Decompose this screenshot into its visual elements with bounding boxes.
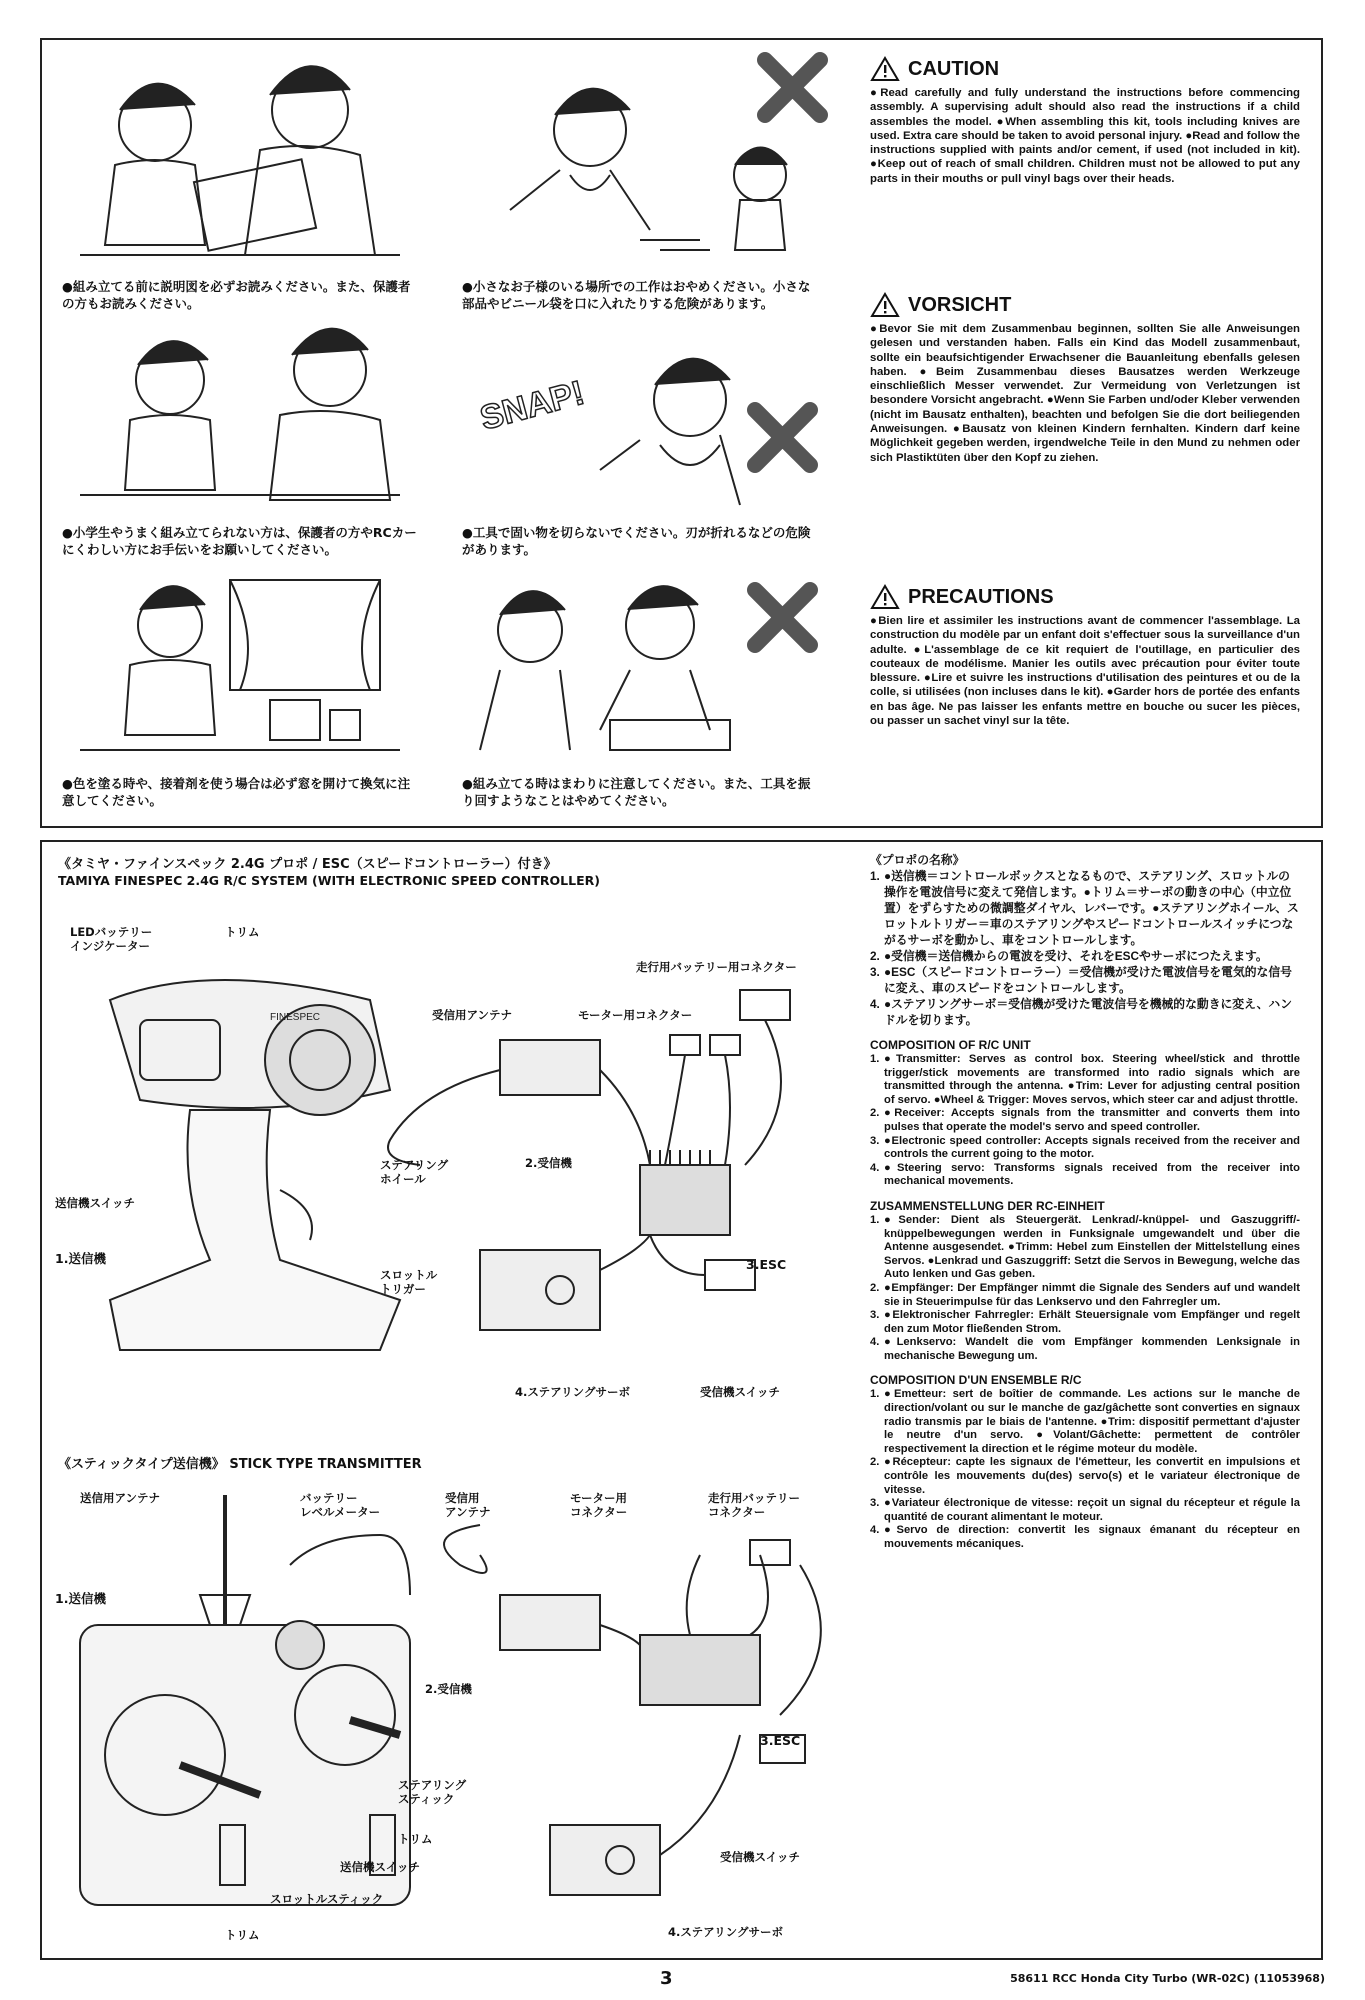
precautions-text: ●Bien lire et assimiler les instructions avant de commencer l'assemblage. La construction du modèle par un enfant doit s'effectuer sous la surveillance d'un adulte. ●L'assemblage de ce kit requiert de l'outillage, en particulier des couteaux de modélisme. Manier les outils avec précaution pour éviter toute blessure. ●Lire et suivre les instructions d'utilisation des peintures et ou de la colle, si utilisées (non incluses dans le kit). ●Garder hors de portée des enfants en bas âge. Ne pas laisser les enfants mettre en bouche ou sucer les pièces, ou passer un sachet vinyl sur la tête. [870,615,1300,728]
names-de-item: 4. ●Lenkservo: Wandelt die vom Empfänger kommenden Lenksignale in mechanische Bewegung um. [870,1336,1300,1362]
label-stick-esc: 3.ESC [760,1733,801,1748]
names-en-item: 3. ●Electronic speed controller: Accepts signals received from the receiver and controls the current going to the motor. [870,1134,1300,1161]
warning-triangle-icon [870,292,900,318]
names-jp-item: 2. ●受信機＝送信機からの電波を受け、それをESCやサーボにつたえます。 [870,949,1268,963]
stick-transmitter-diagram [60,1485,860,1945]
label-stick-rx-switch: 受信機スイッチ [720,1850,801,1864]
names-fr-item: 2. ●Récepteur: capte les signaux de l'émetteur, les convertit en impulsions et contrôle les mouvements du(des) servo(s) et le variateur électronique de vitesse. [870,1456,1300,1496]
label-rx-antenna: 受信用アンテナ [432,1008,513,1022]
label-stick-rx-antenna: 受信用 アンテナ [445,1491,491,1519]
illustration-adult-help [60,320,420,520]
names-en-item: 2. ●Receiver: Accepts signals from the transmitter and converts them into pulses that operate the model's servo and speed controller. [870,1107,1300,1133]
names-en-item: 1. ●Transmitter: Serves as control box. Steering wheel/stick and throttle trigger/stick movements are transformed into radio signals which are transmitted through the antenna. ●Trim: Lever for adjusting central position of servo. ●Wheel & Trigger: Moves servos, which steer car and adjust throttle. [870,1053,1300,1106]
vorsicht-text: ●Bevor Sie mit dem Zusammenbau beginnen, sollten Sie alle Anweisungen gelesen und verstanden haben. Falls ein Kind das Modell zusammenbaut, sollte ein beaufsichtigender Erwachsener die Bauanleitung ebenfalls gelesen haben. ●Beim Zusammenbau dieses Bausatzes werden Werkzeuge einschließlich Messer verwendet. Zur Vermeidung von Verletzungen ist besondere Vorsicht angebracht. ●Wenn Sie Farben und/oder Kleber verwenden (nicht im Bausatz enthalten), beachten und befolgen Sie die dort beiliegenden Anweisungen. ●Bausatz von kleinen Kindern fernhalten. Kindern darf keine Möglichkeit gegeben werden, irgendwelche Teile in den Mund zu nehmen oder sich Plastiktüten über den Kopf zu ziehen. [870,323,1300,464]
label-led-indicator: LEDバッテリー インジケーター [70,925,153,953]
names-fr-item: 1. ●Emetteur: sert de boîtier de commande. Les actions sur le manche de direction/volant ou sur le manche de gaz/gâchette sont converties en signaux radio transmis par le biais de l'antenne. ●Trim: dispositif permettant d'ajuster le neutre d'un servo. ●Volant/Gâchette: permettent de contrôler respectivement la direction et le régime moteur du modèle. [870,1388,1300,1455]
label-battery-connector: 走行用バッテリー用コネクター [636,960,797,974]
caption-cutting-hard: ●工具で固い物を切らないでください。刃が折れるなどの危険があります。 [462,525,811,557]
illustration-reading-instructions [60,50,420,270]
caution-text: ●Read carefully and fully understand the instructions before commencing assembly. A supervising adult should also read the instructions if a child assembles the model. ●When assembling this kit, tools including knives are used. Extra care should be taken to avoid personal injury. ●Read and follow the instructions supplied with paints and/or cement, if used (not included in kit). ●Keep out of reach of small children. Children must not be allowed to put any parts in their mouths or pull vinyl bags over their heads. [870,87,1300,185]
label-stick-trim-2: トリム [225,1928,260,1942]
caution-block [870,56,1300,186]
label-steering-stick: ステアリング スティック [398,1778,467,1806]
label-stick-transmitter: 1.送信機 [55,1591,106,1606]
label-stick-battery-connector: 走行用バッテリー コネクター [708,1491,800,1519]
names-de-item: 3. ●Elektronischer Fahrregler: Erhält Steuersignale vom Empfänger und regelt den zum Motor fließenden Strom. [870,1309,1300,1335]
caption-small-children: ●小さなお子様のいる場所での工作はおやめください。小さな部品やビニール袋を口に入れたりする危険があります。 [462,279,811,311]
label-stick-trim: トリム [398,1832,433,1846]
names-fr-item: 4. ●Servo de direction: convertit les signaux émanant du récepteur en mouvements mécaniques. [870,1524,1300,1550]
names-de-title: ZUSAMMENSTELLUNG DER RC-EINHEIT [870,1198,1105,1213]
precautions-block [870,584,1300,728]
system-title-jp: 《タミヤ・ファインスペック 2.4G プロポ / ESC（スピードコントローラー）付き》 [58,857,557,872]
precautions-title: PRECAUTIONS [908,585,1054,608]
label-throttle-trigger: スロットル トリガー [380,1268,438,1296]
warning-triangle-icon [870,56,900,82]
composition-text [870,852,1300,1552]
caption-tool-swing: ●組み立てる時はまわりに注意してください。また、工具を振り回すようなことはやめてください。 [462,776,811,808]
label-steering-servo: 4.ステアリングサーボ [515,1385,630,1399]
warning-triangle-icon [870,584,900,610]
label-stick-receiver: 2.受信機 [425,1682,472,1696]
stick-title-en: STICK TYPE TRANSMITTER [229,1457,422,1472]
names-fr-item: 3. ●Variateur électronique de vitesse: reçoit un signal du récepteur et régule la quantité de courant alimentant le moteur. [870,1497,1300,1523]
label-receiver: 2.受信機 [525,1156,572,1170]
illustration-tool-swing [460,570,840,770]
caption-adult-help: ●小学生やうまく組み立てられない方は、保護者の方やRCカーにくわしい方にお手伝いをお願いしてください。 [62,525,417,557]
stick-title-jp: 《スティックタイプ送信機》 [58,1457,225,1472]
names-en-item: 4. ●Steering servo: Transforms signals received from the receiver into mechanical movements. [870,1161,1300,1188]
names-de-item: 2. ●Empfänger: Der Empfänger nimmt die Signale des Senders auf und wandelt sie in Steuerimpulse für das Lenkservo und den Fahrregler um. [870,1281,1300,1308]
label-stick-motor-connector: モーター用 コネクター [570,1491,628,1519]
caution-title: CAUTION [908,57,1000,80]
label-tx-switch: 送信機スイッチ [55,1196,136,1210]
product-code: 58611 RCC Honda City Turbo (WR-02C) (11053968) [1010,1972,1325,1985]
page-number: 3 [660,1968,673,1989]
vorsicht-block [870,292,1300,465]
system-title-en: TAMIYA FINESPEC 2.4G R/C SYSTEM (WITH ELECTRONIC SPEED CONTROLLER) [58,873,600,888]
names-en-title: COMPOSITION OF R/C UNIT [870,1038,1031,1052]
names-fr-title: COMPOSITION D'UN ENSEMBLE R/C [870,1373,1082,1388]
svg-text:SNAP!: SNAP! [476,373,589,438]
illustration-small-children [460,50,840,270]
names-jp-item: 4. ●ステアリングサーボ＝受信機が受けた電波信号を機械的な動きに変え、ハンドルを切ります。 [870,997,1292,1027]
label-trim: トリム [225,925,260,939]
vorsicht-title: VORSICHT [908,293,1012,316]
names-de-item: 1. ●Sender: Dient als Steuergerät. Lenkrad/-knüppel- und Gaszuggriff/- knüppelbewegungen werden in Funksignale umgewandelt und über die Antenne ausgesendet. ●Trimm: Hebel zum Einstellen der Mittelstellung eines Servos. ●Lenkrad und Gaszuggriff: Setzt die Servos in Bewegung, welche das Auto lenken und Gas geben. [870,1213,1300,1281]
label-throttle-stick: スロットルスティック [270,1892,384,1906]
label-esc: 3.ESC [746,1257,787,1272]
names-jp-item: 3. ●ESC（スピードコントローラー）＝受信機が受けた電波信号を電気的な信号に変え、車のスピードをコントロールします。 [870,965,1292,995]
label-battery-meter: バッテリー レベルメーター [300,1491,381,1519]
label-stick-tx-switch: 送信機スイッチ [340,1860,421,1874]
label-tx-antenna: 送信用アンテナ [80,1491,161,1505]
label-rx-switch: 受信機スイッチ [700,1385,781,1399]
brand-text: FINESPEC [270,1012,321,1023]
illustration-cutting-hard [460,320,840,520]
label-stick-servo: 4.ステアリングサーボ [668,1925,783,1939]
label-steering-wheel: ステアリング ホイール [380,1158,449,1186]
illustration-ventilation [60,570,420,770]
caption-read-manual: ●組み立てる前に説明図を必ずお読みください。また、保護者の方もお読みください。 [62,279,411,311]
stick-title [58,1456,422,1473]
caption-ventilation: ●色を塗る時や、接着剤を使う場合は必ず窓を開けて換気に注意してください。 [62,776,411,808]
names-jp-title: 《プロポの名称》 [870,853,965,867]
label-transmitter: 1.送信機 [55,1251,106,1266]
label-motor-connector: モーター用コネクター [578,1008,693,1022]
names-jp-item: 1. ●送信機＝コントロールボックスとなるもので、ステアリング、スロットルの操作を電波信号に変えて発信します。●トリム＝サーボの動きの中心（中立位置）をずらすための微調整ダイヤル、レバーです。●ステアリングホイール、スロットルトリガー＝車のステアリングやスピードコントロールスイッチにつながるサーボを動かし、車をコントロールします。 [870,869,1299,947]
